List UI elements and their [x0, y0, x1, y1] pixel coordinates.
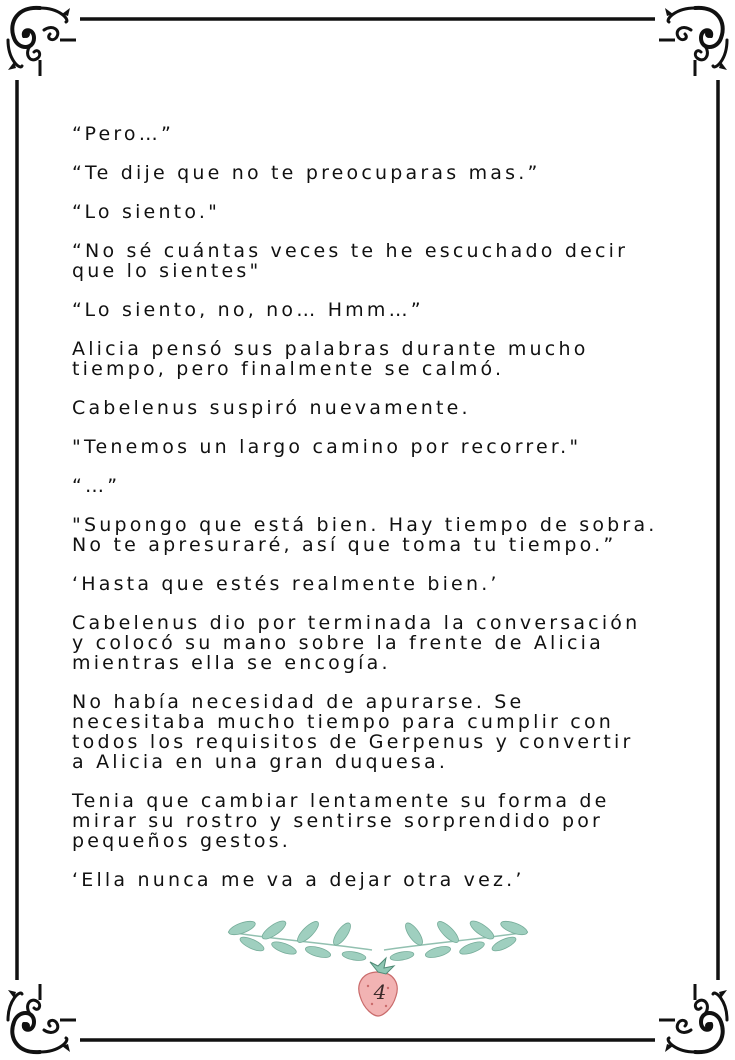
paragraph: [72, 791, 672, 851]
text-line: a Alicia en una gran duquesa.: [72, 751, 449, 773]
text-line: tiempo, pero finalmente se calmó.: [72, 358, 505, 380]
text-line: mientras ella se encogía.: [72, 652, 391, 674]
paragraph: [72, 870, 672, 890]
text-line: “Lo siento, no, no… Hmm…”: [72, 299, 424, 321]
text-line: pequeños gestos.: [72, 830, 292, 852]
paragraph: [72, 437, 672, 457]
corner-flourish-icon: [655, 980, 735, 1060]
text-line: Tenia que cambiar lentamente su forma de: [72, 790, 610, 812]
text-line: "Tenemos un largo camino por recorrer.": [72, 436, 582, 458]
text-line: todos los requisitos de Gerpenus y convertir: [72, 731, 634, 753]
text-line: No te apresuraré, así que toma tu tiempo.”: [72, 534, 617, 556]
text-line: No había necesidad de apurarse. Se: [72, 691, 525, 713]
paragraph: [72, 515, 672, 555]
corner-flourish-icon: [655, 0, 735, 80]
text-line: Alicia pensó sus palabras durante mucho: [72, 338, 589, 360]
text-line: mirar su rostro y sentirse sorprendido por: [72, 810, 604, 832]
text-line: “Te dije que no te preocuparas mas.”: [72, 162, 541, 184]
paragraph: [72, 613, 672, 673]
text-line: Cabelenus dio por terminada la conversación: [72, 612, 641, 634]
text-line: ‘Ella nunca me va a dejar otra vez.’: [72, 869, 525, 891]
paragraph: [72, 692, 672, 772]
page-number: 4: [373, 980, 387, 1004]
paragraph: [72, 163, 672, 183]
text-line: "Supongo que está bien. Hay tiempo de sobra.: [72, 514, 658, 536]
paragraph: [72, 124, 672, 144]
story-text: [72, 124, 672, 909]
paragraph: [72, 300, 672, 320]
text-line: ‘Hasta que estés realmente bien.’: [72, 573, 500, 595]
paragraph: [72, 339, 672, 379]
text-line: que lo sientes": [72, 260, 262, 282]
text-line: “Lo siento.": [72, 201, 221, 223]
paragraph: [72, 476, 672, 496]
text-line: necesitaba mucho tiempo para cumplir con: [72, 711, 615, 733]
text-line: “Pero…”: [72, 123, 174, 145]
text-line: “…”: [72, 475, 121, 497]
text-line: “No sé cuántas veces te he escuchado decir: [72, 240, 629, 262]
corner-flourish-icon: [0, 0, 80, 80]
text-line: y colocó su mano sobre la frente de Alicia: [72, 632, 604, 654]
paragraph: [72, 202, 672, 222]
paragraph: [72, 398, 672, 418]
text-line: Cabelenus suspiró nuevamente.: [72, 397, 471, 419]
paragraph: [72, 574, 672, 594]
corner-flourish-icon: [0, 980, 80, 1060]
paragraph: [72, 241, 672, 281]
